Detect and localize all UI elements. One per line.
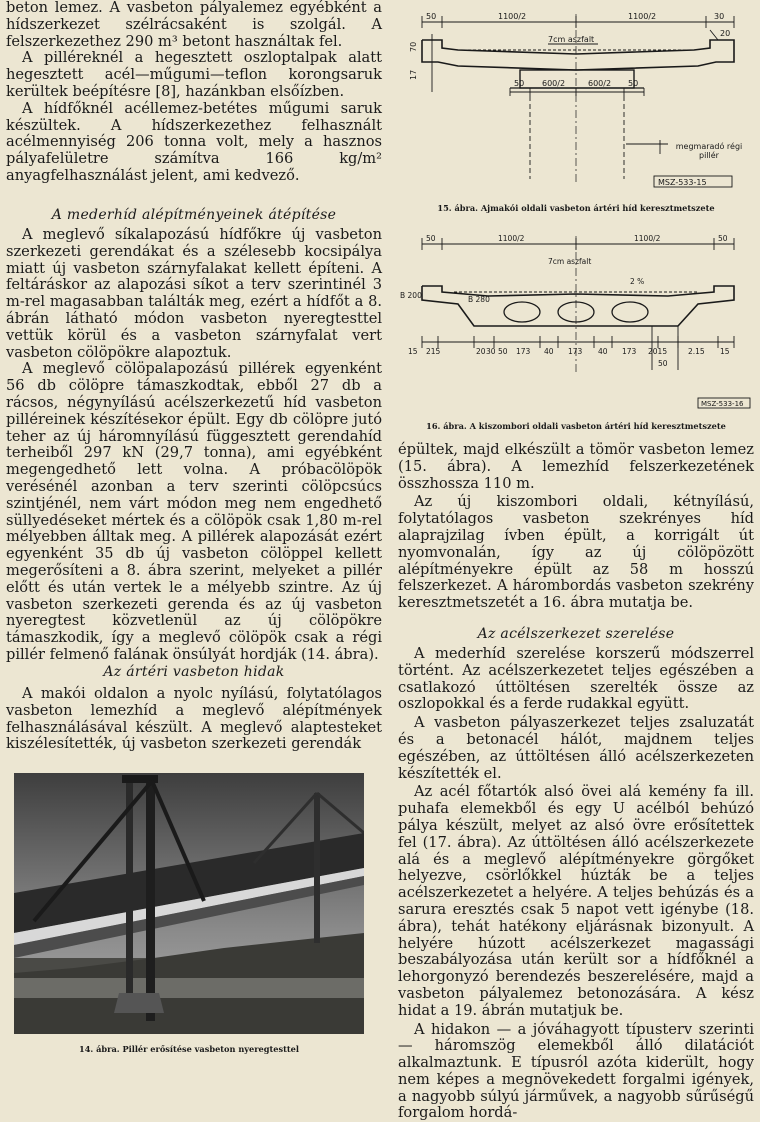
figure-caption: 15. ábra. Ajmakói oldali vasbeton ártéri híd keresztmetszete <box>398 200 754 217</box>
paragraph: A pilléreknél a hegesztett oszloptalpak alatt hegesztett acél—műgumi—teflon korongsaruk kerültek beépítésre [8], hazánkban elsőízben. <box>6 50 382 100</box>
dim-label: 20 <box>720 29 730 38</box>
dim-label: 173 <box>622 347 637 356</box>
asphalt-label: 7cm aszfalt <box>548 257 591 266</box>
dim-label: 30 <box>486 347 496 356</box>
paragraph: Az új kiszombori oldali, kétnyílású, folytatólagos vasbeton szekrényes híd alaprajzilag ívben épült, a korrigált út nyomvonalán, így az új cölöpözött alépítményekre épült az 58 m hosszú felszerkezet. A hárombordás vasbeton szekrény keresztmetszetét a 16. ábra mutatja be. <box>398 494 754 612</box>
figure-16 <box>398 232 754 412</box>
dim-label: 50 <box>426 234 436 243</box>
standard-code: MSZ-533-16 <box>701 400 744 408</box>
paragraph: A makói oldalon a nyolc nyílású, folytatólagos vasbeton lemezhíd a meglevő alépítmények felhasználásával készült. A meglevő alaptesteket kiszélesítették, új vasbeton szerkezeti gerendák <box>6 686 382 753</box>
dim-label: 2015 <box>648 347 667 356</box>
section-heading: A mederhíd alépítményeinek átépítése <box>6 207 382 223</box>
dim-label: 1100/2 <box>634 234 661 243</box>
standard-code: MSZ-533-15 <box>658 178 707 187</box>
section-heading: Az ártéri vasbeton hidak <box>6 664 382 680</box>
box-girder-drawing <box>398 232 754 412</box>
paragraph: épültek, majd elkészült a tömör vasbeton lemez (15. ábra). A lemezhíd felszerkezetének összhossza 110 m. <box>398 442 754 492</box>
paragraph: A vasbeton pályaszerkezet teljes zsaluzatát és a betonacél hálót, majdnem teljes egészében, az úttöltésen álló acélszerkezeten készítették el. <box>398 715 754 782</box>
concrete-grade: B 280 <box>468 295 490 304</box>
right-column <box>398 442 754 1122</box>
dim-label: 15 <box>720 347 730 356</box>
slope-label: 2 % <box>630 277 644 286</box>
dim-label: 600/2 <box>542 79 565 88</box>
dim-label: 70 <box>409 42 418 52</box>
dim-label: 17 <box>409 70 418 80</box>
dim-label: 50 <box>718 234 728 243</box>
dim-label: 173 <box>516 347 531 356</box>
dim-label: 1100/2 <box>498 12 526 21</box>
dim-label: 30 <box>714 12 724 21</box>
paragraph: A hidakon — a jóváhagyott típusterv szerinti — háromszög elemekből álló dilatációt alkalmaztunk. E típusról azóta kiderült, hogy nem képes a megnövekedett forgalmi igények, a nagyobb súlyú járművek, a nagyobb sűrűségű forgalom hordá- <box>398 1022 754 1122</box>
cross-section-drawing <box>398 4 754 190</box>
figure-caption: 14. ábra. Pillér erősítése vasbeton nyeregtesttel <box>14 1041 364 1058</box>
asphalt-label: 7cm aszfalt <box>548 35 594 44</box>
dim-label: 40 <box>598 347 608 356</box>
dim-label: 20 <box>476 347 486 356</box>
dim-label: 1100/2 <box>498 234 525 243</box>
paragraph: Az acél főtartók alsó övei alá kemény fa ill. puhafa elemekből és egy U acélból behúzó pálya készült, melyet az alsó övre erősítettek fel (17. ábra). Az úttöltésen álló acélszerkezete alá és a meglevő alépítményekre görgőket helyezve, csörlőkkel húzták be a teljes acélszerkezetet a helyére. A teljes behúzás és a sarura eresztés csak 5 napot vett igénybe (18. ábra), tehát hatékony eljárásnak bizonyult. A helyére húzott acélszerkezet magassági beszabályozása után került sor a hídfőknél a lehorgonyzó berendezés beszerelésére, majd a vasbeton pályalemez betonozására. A kész hidat a 19. ábrán mutatjuk be. <box>398 784 754 1019</box>
bridge-photo-image <box>14 773 364 1034</box>
dim-label: 173 <box>568 347 583 356</box>
paragraph: A mederhíd szerelése korszerű módszerrel történt. Az acélszerkezetet teljes egészében a csatlakozó úttöltésen szerelték össze az oszlopokkal és a ferde rudakkal együtt. <box>398 646 754 713</box>
dim-label: 50 <box>514 79 524 88</box>
dim-label: 50 <box>658 359 668 368</box>
dim-label: 50 <box>628 79 638 88</box>
paragraph: A meglevő cölöpalapozású pillérek egyenként 56 db cölöpre támaszkodtak, ebből 27 db a rácsos, négynyílású acélszerkezetű híd vasbeton pilléreinek készítésekor épült. Egy db cölöpre jutó teher az új háromnyílású függesztett gerendahíd terheiből 297 kN (29,7 tonna), ami egyébként megengedhető lett volna. A próbacölöpök verésénél azonban a terv szerinti cölöpcsúcs szintjénél, nem várt módon meg nem engedhető süllyedéseket mértek és a cölöpök csak 1,80 m-rel mélyebben álltak meg. A pillérek alapozását ezért egyenként 35 db új vasbeton cölöppel kellett megerősíteni a 8. ábra szerint, melyeket a pillér előtt és után vertek le a mélyebb szintre. Az új vasbeton szerkezeti gerenda és az új vasbeton nyeregtest közvetlenül az új cölöpökre támaszkodik, így a meglevő cölöpök csak a régi pillér felmenő falának önsúlyát hordják (14. ábra). <box>6 361 382 663</box>
paragraph: beton lemez. A vasbeton pályalemez egyébként a hídszerkezet szélrácsaként is szolgál. A felszerkezethez 290 m³ betont használtak fel. <box>6 0 382 50</box>
figure-15 <box>398 4 754 190</box>
dim-label: 15 <box>408 347 418 356</box>
figure-caption: 16. ábra. A kiszombori oldali vasbeton ártéri híd keresztmetszete <box>398 418 754 435</box>
section-heading: Az acélszerkezet szerelése <box>398 626 754 642</box>
dim-label: 1100/2 <box>628 12 656 21</box>
dim-label: 2.15 <box>688 347 705 356</box>
bridge-photo <box>14 773 364 1034</box>
paragraph: A meglevő síkalapozású hídfőkre új vasbeton szerkezeti gerendákat és a szélesebb kocsipálya miatt új vasbeton szárnyfalakat kellett építeni. A feltáráskor az alapozási síkot a terv szerintinél 3 m-rel magasabban találták meg, ezért a hídfőt a 8. ábrán látható módon vasbeton nyeregtesttel vettük körül és a vasbeton szárnyfalat vert vasbeton cölöpökre alapoztuk. <box>6 227 382 361</box>
remaining-pier-label: megmaradó régi pillér <box>666 142 752 160</box>
dim-label: 50 <box>498 347 508 356</box>
paragraph: A hídfőknél acéllemez-betétes műgumi saruk készültek. A hídszerkezethez felhasznált acélmennyiség 206 tonna volt, mely a hasznos pályafelületre számítva 166 kg/m² anyagfelhasználást jelent, ami kedvező. <box>6 101 382 185</box>
dim-label: 40 <box>544 347 554 356</box>
dim-label: 50 <box>426 12 436 21</box>
dim-label: 215 <box>426 347 441 356</box>
concrete-grade: B 200 <box>400 291 422 300</box>
dim-label: 600/2 <box>588 79 611 88</box>
